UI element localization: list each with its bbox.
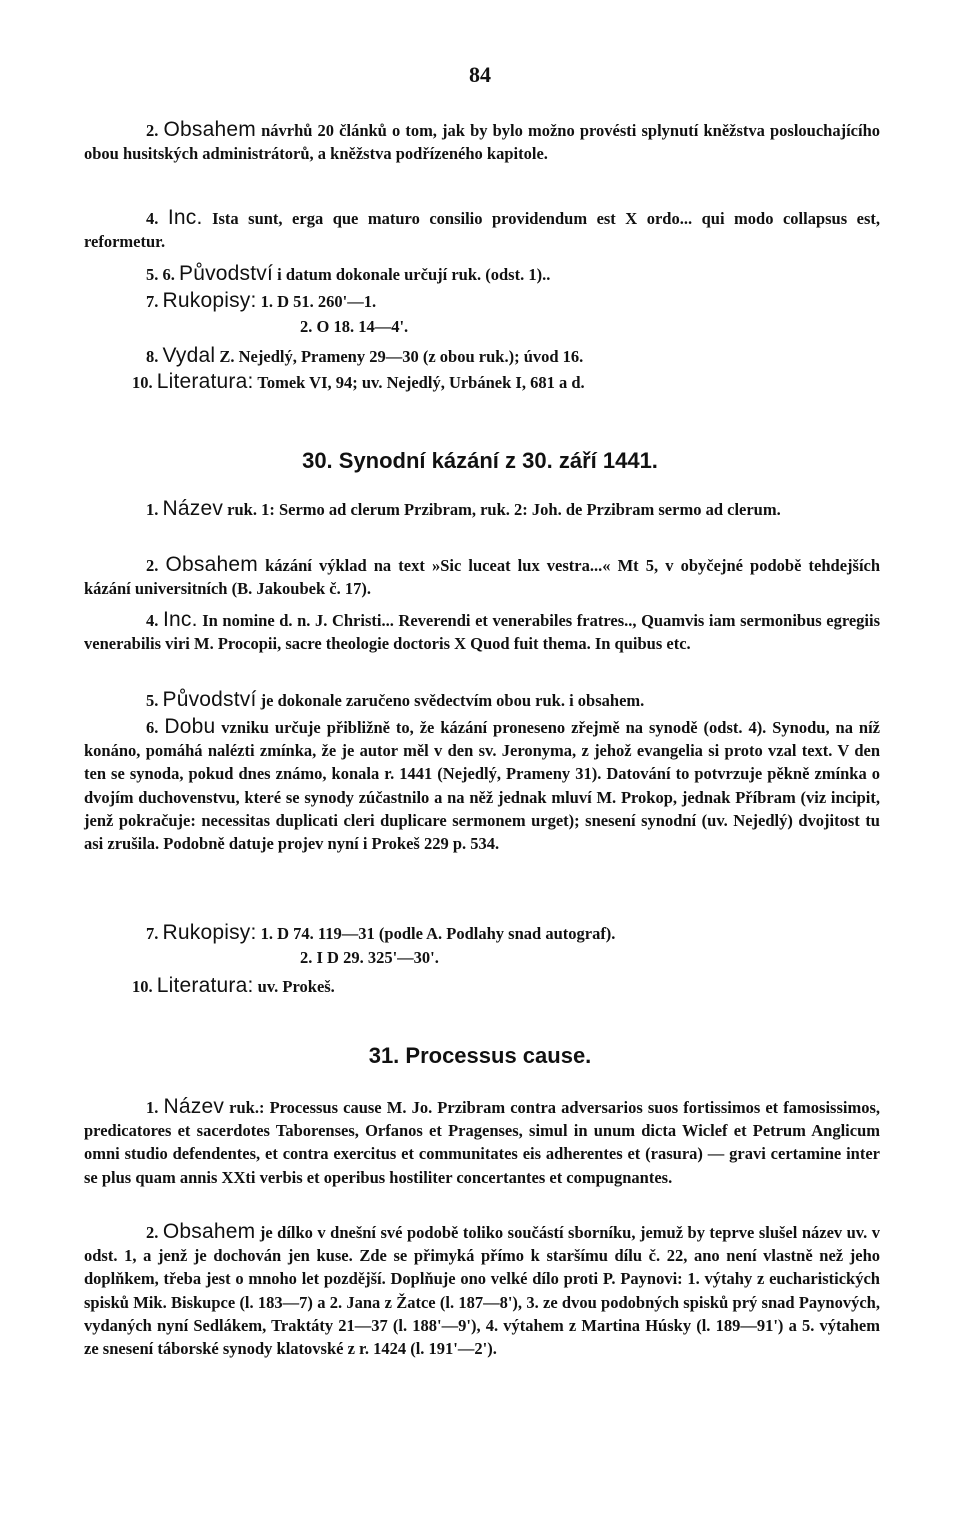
s31-p2-text: je dílko v dnešní své podobě toliko součástí sborníku, jemuž by teprve slušel název uv. v odst. 1, a jenž je dochován jen kuse. Zde se přimyká přímo k staršímu dílu č. 22, ano není vlastně než jeho doplňkem, třeba jest o mnoho let pozdější. Doplňuje ono velké dílo proti P. Paynovi: 1. výtahy z eucharistických spisků Mik. Biskupce (l. 183—7) a 2. Jana z Žatce (l. 187—8'), 3. ze dvou podobných spisků prý snad Paynových, vydaných nyní Sedlákem, Traktáty 21—37 (l. 188'—9'), 4. výtahem z Martina Húsky (l. 189—91') a 5. výtahem ze snesení táborské synody klatovské z r. 1424 (l. 191'—2').: [84, 1223, 881, 1359]
s30-p6-num: 6.: [146, 718, 159, 737]
s31-paragraph-2: [84, 1220, 880, 1360]
s30-paragraph-4: [84, 608, 880, 655]
s31-p1-num: 1.: [146, 1098, 159, 1117]
s29-p4-num: 4.: [146, 209, 159, 228]
s30-paragraph-7: [146, 921, 615, 945]
s29-paragraph-5-6: [146, 262, 550, 286]
s30-p10-heading: Literatura:: [156, 974, 254, 997]
s31-p2-num: 2.: [146, 1223, 159, 1242]
s30-p5-num: 5.: [146, 691, 159, 710]
s30-p1-text: ruk. 1: Sermo ad clerum Przibram, ruk. 2: Joh. de Przibram sermo ad clerum.: [227, 500, 781, 519]
s30-p2-heading: Obsahem: [165, 553, 258, 576]
s30-p6-heading: Dobu: [164, 715, 216, 738]
s29-p8-text: Z. Nejedlý, Prameny 29—30 (z obou ruk.); úvod 16.: [219, 347, 584, 366]
s30-p10-num: 10.: [132, 977, 153, 996]
s29-paragraph-10: [132, 370, 585, 394]
s30-p4-heading: Inc.: [162, 608, 198, 631]
s30-p10-text: uv. Prokeš.: [257, 977, 335, 996]
s31-p1-text: ruk.: Processus cause M. Jo. Przibram contra adversarios suos fortissimos et famosissimos, predicatores et sacerdotes Taborenses, Orfanos et Pragenses, simul in unum dicta Wiclef et Petrum Anglicum omni studio defendentes, et contra exercitus et communitates eis adherentes et (rasura) — gravi certamine inter se plus quam annis XXti verbis et operibus hostiliter concertantes et compugnantes.: [84, 1098, 881, 1187]
s29-p2-heading: Obsahem: [163, 118, 256, 141]
s30-p7-manuscript-2: 2. I D 29. 325'—30'.: [300, 948, 439, 967]
s30-p7-num: 7.: [146, 924, 159, 943]
s30-p2-num: 2.: [146, 556, 159, 575]
s29-p56-text: i datum dokonale určují ruk. (odst. 1)..: [277, 265, 551, 284]
s30-p1-num: 1.: [146, 500, 159, 519]
s30-p6-text: vzniku určuje přibližně to, že kázání proneseno zřejmě na synodě (odst. 4). Synodu, na níž konáno, pomáhá nalézti zmínka, že je autor měl v den sv. Jeronyma, z jehož evangelia si proto vzal text. V den ten se synoda, pokud dnes známo, konala r. 1441 (Nejedlý, Prameny 31). Datování to potvrzuje pěkně zmínka o dvojím duchovenstvu, které se synody zúčastnilo a na něž jednak mluví M. Prokop, jednak Příbram (viz incipit, jenž pokračuje: necessitas duplicati cleri duplicare sermonem urget); snesení synodní (uv. Nejedlý) dvojitost tu asi zrušila. Podobně datuje projev nyní i Prokeš 229 p. 534.: [84, 718, 881, 854]
s30-p2-text: kázání výklad na text »Sic luceat lux vestra...« Mt 5, v obyčejné podobě tehdejších kázání universitních (B. Jakoubek č. 17).: [84, 556, 881, 599]
s30-paragraph-6: [84, 715, 880, 855]
s30-p4-text: In nomine d. n. J. Christi... Reverendi et venerabiles fratres.., Quamvis iam sermonibus egregiis venerabilis viri M. Procopii, sacre theologie doctoris X Quod fuit thema. In quibus etc.: [84, 611, 881, 654]
s29-p10-text: Tomek VI, 94; uv. Nejedlý, Urbánek I, 681 a d.: [257, 373, 585, 392]
s30-p4-num: 4.: [146, 611, 159, 630]
s29-p7-text: 1. D 51. 260'—1.: [260, 292, 377, 311]
s30-paragraph-5: [84, 688, 880, 712]
s31-p1-heading: Název: [163, 1095, 225, 1118]
s31-paragraph-1: [84, 1095, 880, 1189]
s30-p7-text: 1. D 74. 119—31 (podle A. Podlahy snad autograf).: [260, 924, 616, 943]
page-number: 84: [469, 62, 491, 87]
s30-p7-heading: Rukopisy:: [162, 921, 257, 944]
s30-title: 30. Synodní kázání z 30. září 1441.: [302, 448, 658, 473]
s29-paragraph-2: [84, 118, 880, 165]
s30-p1-heading: Název: [162, 497, 224, 520]
s30-p5-heading: Původství: [162, 688, 257, 711]
s29-p4-heading: Inc.: [167, 206, 203, 229]
s29-p8-num: 8.: [146, 347, 159, 366]
s30-paragraph-10: [132, 974, 335, 998]
s29-p7-heading: Rukopisy:: [162, 289, 257, 312]
s29-p7-num: 7.: [146, 292, 159, 311]
s29-paragraph-8: [146, 344, 583, 368]
s29-p10-num: 10.: [132, 373, 153, 392]
s29-p7-manuscript-2: 2. O 18. 14—4'.: [300, 317, 409, 336]
s31-title: 31. Processus cause.: [368, 1043, 592, 1068]
s29-p56-num: 5. 6.: [146, 265, 175, 284]
s29-p4-text: Ista sunt, erga que maturo consilio providendum est X ordo... qui modo collapsus est, reformetur.: [84, 209, 881, 252]
s29-p56-heading: Původství: [179, 262, 274, 285]
s31-p2-heading: Obsahem: [162, 1220, 256, 1243]
s30-paragraph-2: [84, 553, 880, 600]
s30-p5-text: je dokonale zaručeno svědectvím obou ruk. i obsahem.: [260, 691, 645, 710]
s29-paragraph-4: [84, 206, 880, 253]
s29-p2-num: 2.: [146, 121, 159, 140]
s29-p8-heading: Vydal: [162, 344, 216, 367]
s30-paragraph-1: [84, 497, 880, 521]
s29-p10-heading: Literatura:: [156, 370, 254, 393]
s29-p2-text: návrhů 20 článků o tom, jak by bylo možno provésti splynutí kněžstva poslouchajícího obou husitských administrátorů, a kněžstva podřízeného kapitole.: [84, 121, 881, 164]
s29-paragraph-7: [146, 289, 376, 313]
